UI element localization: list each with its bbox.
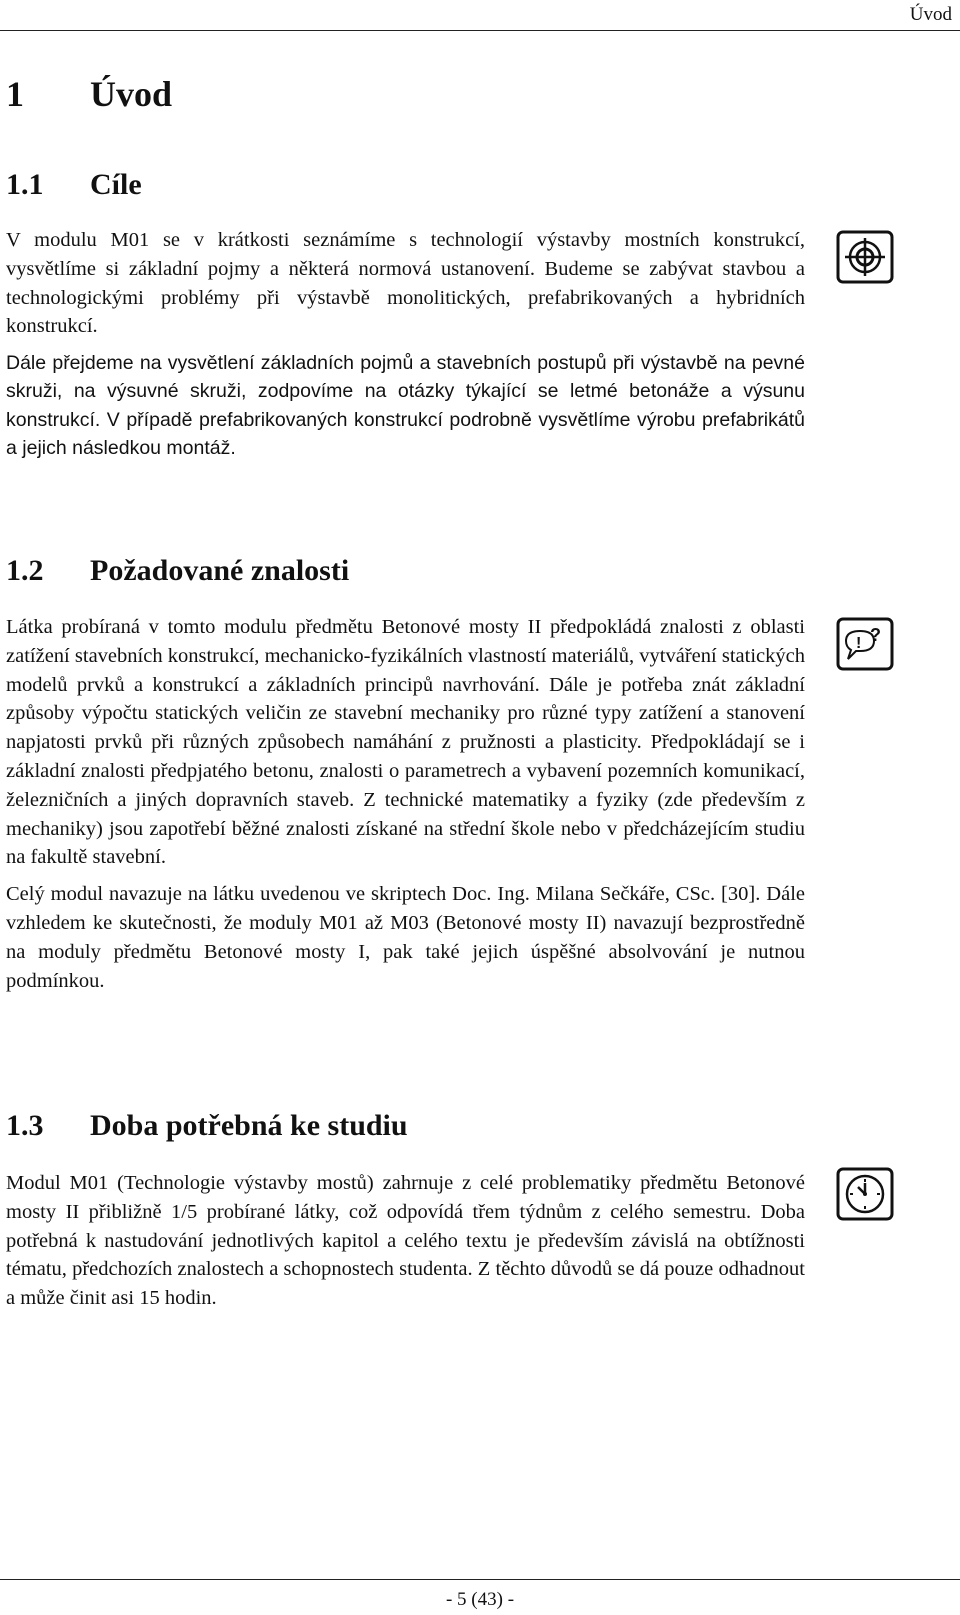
section-title: Cíle [90,168,142,201]
section-heading-study-time [6,1111,408,1141]
header-divider [0,30,960,31]
paragraph: V modulu M01 se v krátkosti seznámíme s technologií výstavby mostních konstrukcí, vysvětlíme si základní pojmy a některá normová ustanovení. Budeme se zabývat stavbou a technologickými problémy při výstavbě monolitických, prefabrikovaných a hybridních konstrukcí. [6,229,805,338]
chapter-number: 1 [6,74,24,114]
section-body-study-time [6,1169,805,1321]
section-body-goals [6,226,805,470]
paragraph: Modul M01 (Technologie výstavby mostů) zahrnuje z celé problematiky předmětu Betonové mosty II přibližně 1/5 probírané látky, což odpovídá třem týdnům z celého semestru. Doba potřebná k nastudování jednotlivých kapitol a celého textu je především závislá na obtížnosti tématu, předchozích znalostech a schopnostech studenta. Z těchto důvodů se dá pouze odhadnout a může činit asi 15 hodin. [6,1172,805,1310]
section-title: Doba potřebná ke studiu [90,1109,408,1142]
chapter-title: Úvod [90,74,173,114]
section-heading-knowledge [6,556,349,586]
chapter-heading [6,76,172,112]
paragraph: Látka probíraná v tomto modulu předmětu Betonové mosty II předpokládá znalosti z oblasti zatížení stavebních konstrukcí, mechanicko-fyzikálních vlastností materiálů, vytváření statických modelů prvků a konstrukcí a základních principů navrhování. Dále je potřeba znát základní způsoby výpočtu statických veličin ze stavební mechaniky pro různé typy zatížení a stanovení napjatosti prvků při různých způsobech namáhání z pružnosti a plasticity. Předpokládají se i základní znalosti předpjatého betonu, znalosti o parametrech a vybavení pozemních komunikací, železničních a jiných dopravních staveb. Z technické matematiky a fyziky (zde především z mechaniky) jsou zapotřebí běžné znalosti získané na střední škole nebo v předcházejícím studiu na fakultě stavební. [6,616,805,869]
footer-divider [0,1579,960,1580]
section-title: Požadované znalosti [90,554,350,587]
paragraph: Celý modul navazuje na látku uvedenou ve skriptech Doc. Ing. Milana Sečkáře, CSc. [30]. Dále vzhledem ke skutečnosti, že moduly M01 až M03 (Betonové mosty II) navazují bezprostředně na moduly předmětu Betonové mosty I, pak také jejich úspěšné absolvování je nutnou podmínkou. [6,883,805,992]
target-icon [836,230,894,284]
section-number: 1.1 [6,168,44,201]
section-body-knowledge [6,613,805,1003]
section-number: 1.2 [6,554,44,587]
page-number: - 5 (43) - [445,1589,515,1610]
knowledge-question-icon [836,617,894,671]
running-header: Úvod [909,4,952,25]
paragraph: Dále přejdeme na vysvětlení základních pojmů a stavebních postupů při výstavbě na pevné skruži, na výsuvné skruži, zodpovíme na otázky týkající se letmé betonáže a výsunu konstrukcí. V případě prefabrikovaných konstrukcí podrobně vysvětlíme výrobu prefabrikátů a jejich následkou montáž. [6,352,805,459]
section-heading-goals [6,170,142,200]
clock-icon [836,1167,894,1221]
svg-text:!: ! [856,635,862,652]
svg-text:?: ? [870,625,881,645]
section-number: 1.3 [6,1109,44,1142]
